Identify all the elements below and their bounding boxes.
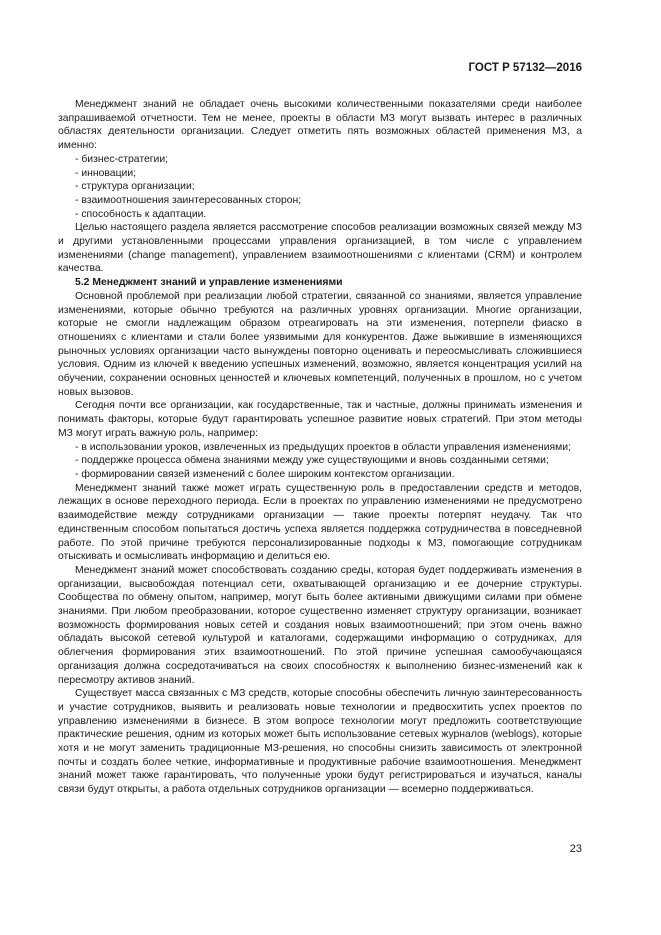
list-item: - способность к адаптации. <box>75 208 207 220</box>
list-item: - в использовании уроков, извлеченных из предыдущих проектов в области управления изменениями; <box>75 441 571 453</box>
list-item: - взаимоотношения заинтересованных сторон; <box>75 194 302 206</box>
km-roles-list <box>58 441 582 482</box>
section-paragraph-5: Существует масса связанных с МЗ средств, которые способны обеспечить личную заинтересованность и участие сотрудников, выявить и реализовать новые технологии и предвосхитить успех проектов по управлению изменениями в бизнесе. В этом вопросе технологии могут предложить соответствующие практические решения, одним из которых может быть использование сетевых журналов (weblogs), которые хотя и не могут заменить традиционные МЗ-решения, но способны снизить зависимость от электронной почты и создать более четкие, информативные и продуктивные рабочие взаимоотношения. Менеджмент знаний может также гарантировать, что полученные уроки будут регистрироваться и изучаться, каналы связи будут открыты, а работа отдельных сотрудников организации — всемерно поддерживаться. <box>58 688 582 796</box>
section-heading: 5.2 Менеджмент знаний и управление изменениями <box>75 277 343 289</box>
page-number: 23 <box>569 843 582 855</box>
list-item: - инновации; <box>75 167 137 179</box>
intro-paragraph-2: Целью настоящего раздела является рассмотрение способов реализации возможных связей между МЗ и другими установленными процессами управления организацией, в том числе с управлением изменениями (change management), управлением взаимоотношениями с клиентами (CRM) и контролем качества. <box>58 222 582 275</box>
application-areas-list <box>58 153 582 222</box>
section-paragraph-1: Основной проблемой при реализации любой стратегии, связанной со знаниями, является управление изменениями, которые обычно требуются на различных уровнях организации. Многие организации, которые не смогли надлежащим образом отреагировать на эти изменения, потерпели фиаско в отношениях с клиентами и стали более уязвимыми для конкурентов. Даже выжившие в изменяющихся рыночных условиях организации часто вынуждены повторно оценивать и переосмысливать сложившиеся условия. Одним из ключей к введению успешных изменений, возможно, является концентрация усилий на обучении, сохранении основных ценностей и ключевых компетенций, полученных в прошлом, но с учетом новых вызовов. <box>58 290 582 398</box>
intro-paragraph-1: Менеджмент знаний не обладает очень высокими количественными показателями среди наиболее запрашиваемой отчетности. Тем не менее, проекты в области МЗ могут вызвать интерес в различных областях деятельности организации. Следует отметить пять возможных областей применения МЗ, а именно: <box>58 99 582 152</box>
list-item: - поддержке процесса обмена знаниями между уже существующими и вновь созданными сетями; <box>75 455 549 467</box>
list-item: - структура организации; <box>75 181 195 193</box>
section-paragraph-2: Сегодня почти все организации, как государственные, так и частные, должны принимать изменения и понимать факторы, которые будут гарантировать успешное развитие новых стратегий. При этом методы МЗ могут играть важную роль, например: <box>58 400 582 439</box>
section-paragraph-4: Менеджмент знаний может способствовать созданию среды, которая будет поддерживать изменения в организации, высвобождая потенциал сети, охватывающей организацию и ее дочерние структуры. Сообщества по обмену опытом, например, могут быть более активными движущими силами при обмене знаниями. При любом преобразовании, которое существенно изменяет структуру организации, возникает возможность формирования новых сетей и создания новых взаимоотношений; при этом очень важно обладать высокой сетевой культурой и каталогами, содержащими информацию о сотрудниках, для облегчения формирования этих взаимоотношений. По этой причине успешная самообучающаяся организация должна сосредотачиваться на своих способностях к выполнению бизнес-изменений как к пересмотру активов знаний. <box>58 564 582 686</box>
list-item: - формировании связей изменений с более широким контекстом организации. <box>75 468 455 480</box>
document-standard-header: ГОСТ Р 57132—2016 <box>468 62 582 74</box>
document-body <box>58 98 582 797</box>
list-item: - бизнес-стратегии; <box>75 153 169 165</box>
section-paragraph-3: Менеджмент знаний также может играть существенную роль в предоставлении средств и методов, лежащих в основе переходного периода. Если в проектах по управлению изменениями не предусмотрено взаимодействие между сотрудниками организации — такие проекты потерпят неудачу. Так что единственным способом попытаться достичь успеха является поддержка сотрудничества в повседневной работе. По этой причине требуются персонализированные подходы к МЗ, помогающие сотрудникам отыскивать и осмысливать информацию и делиться ею. <box>58 482 582 563</box>
